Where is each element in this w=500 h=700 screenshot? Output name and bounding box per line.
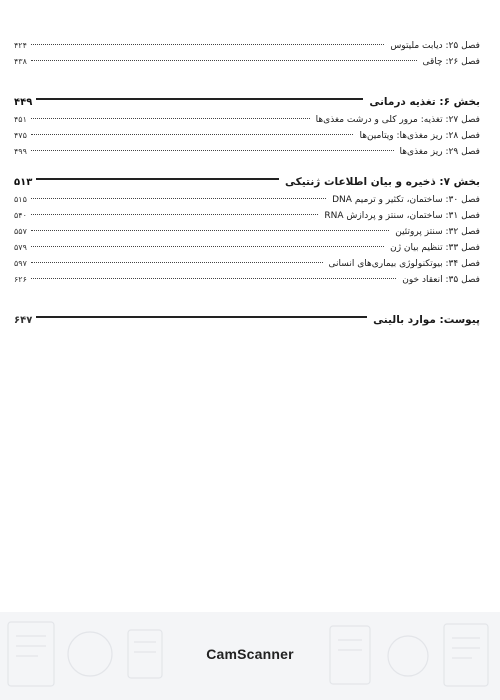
toc-entry[interactable] — [14, 54, 480, 70]
dotted-leader — [31, 150, 394, 151]
toc-entry-page: ۵۹۷ — [14, 259, 27, 268]
camscanner-footer — [0, 612, 500, 700]
section-page: ۵۱۳ — [14, 177, 33, 188]
toc-entry[interactable] — [14, 224, 480, 240]
dotted-leader — [31, 118, 310, 119]
toc-entry[interactable] — [14, 38, 480, 54]
toc-entry-page: ۴۹۹ — [14, 147, 27, 156]
dotted-leader — [31, 198, 326, 199]
toc-entry[interactable] — [14, 192, 480, 208]
toc-entry-page: ۴۲۴ — [14, 41, 27, 50]
table-of-contents — [14, 38, 480, 330]
dotted-leader — [31, 44, 384, 45]
toc-entry-page: ۵۱۵ — [14, 195, 27, 204]
toc-entry[interactable] — [14, 208, 480, 224]
toc-entry-title: فصل ۲۹: ریز مغذی‌ها — [399, 147, 480, 157]
solid-leader — [36, 316, 367, 318]
toc-entry[interactable] — [14, 144, 480, 160]
appendix-title: پیوست: موارد بالینی — [373, 314, 480, 326]
toc-entry-page: ۵۴۰ — [14, 211, 27, 220]
toc-entry-title: فصل ۲۵: دیابت ملیتوس — [390, 41, 480, 51]
toc-entry-page: ۵۵۷ — [14, 227, 27, 236]
toc-entry-title: فصل ۲۷: تغذیه: مرور کلی و درشت مغذی‌ها — [315, 115, 480, 125]
dotted-leader — [31, 278, 396, 279]
solid-leader — [36, 98, 363, 100]
toc-entry-page: ۴۷۵ — [14, 131, 27, 140]
toc-entry-title: فصل ۳۲: سنتز پروتئین — [395, 227, 480, 237]
dotted-leader — [31, 214, 319, 215]
toc-section-7[interactable] — [14, 172, 480, 192]
toc-entry-page: ۴۳۸ — [14, 57, 27, 66]
appendix-page: ۶۴۷ — [14, 315, 33, 326]
section-page: ۴۴۹ — [14, 97, 33, 108]
toc-entry-page: ۵۷۹ — [14, 243, 27, 252]
toc-entry[interactable] — [14, 112, 480, 128]
toc-section-6[interactable] — [14, 92, 480, 112]
toc-appendix[interactable] — [14, 310, 480, 330]
dotted-leader — [31, 262, 323, 263]
toc-entry[interactable] — [14, 272, 480, 288]
toc-entry-page: ۴۵۱ — [14, 115, 27, 124]
toc-entry-title: فصل ۳۵: انعقاد خون — [402, 275, 480, 285]
toc-entry-title: فصل ۳۱: ساختمان، سنتز و پردازش RNA — [324, 211, 480, 221]
dotted-leader — [31, 246, 384, 247]
section-title: بخش ۶: تغذیه درمانی — [369, 96, 480, 108]
toc-entry-title: فصل ۲۸: ریز مغذی‌ها: ویتامین‌ها — [359, 131, 480, 141]
toc-entry-title: فصل ۲۶: چاقی — [422, 57, 480, 67]
section-title: بخش ۷: ذخیره و بیان اطلاعات ژنتیکی — [285, 176, 480, 188]
toc-entry-title: فصل ۳۳: تنظیم بیان ژن — [390, 243, 480, 253]
camscanner-logo: CamScanner — [206, 646, 294, 662]
dotted-leader — [31, 60, 417, 61]
toc-entry-page: ۶۲۶ — [14, 275, 27, 284]
dotted-leader — [31, 230, 389, 231]
toc-entry[interactable] — [14, 240, 480, 256]
solid-leader — [36, 178, 279, 180]
toc-entry[interactable] — [14, 128, 480, 144]
toc-entry[interactable] — [14, 256, 480, 272]
toc-entry-title: فصل ۳۴: بیوتکنولوژی بیماری‌های انسانی — [328, 259, 480, 269]
dotted-leader — [31, 134, 354, 135]
toc-entry-title: فصل ۳۰: ساختمان، تکثیر و ترمیم DNA — [332, 195, 480, 205]
